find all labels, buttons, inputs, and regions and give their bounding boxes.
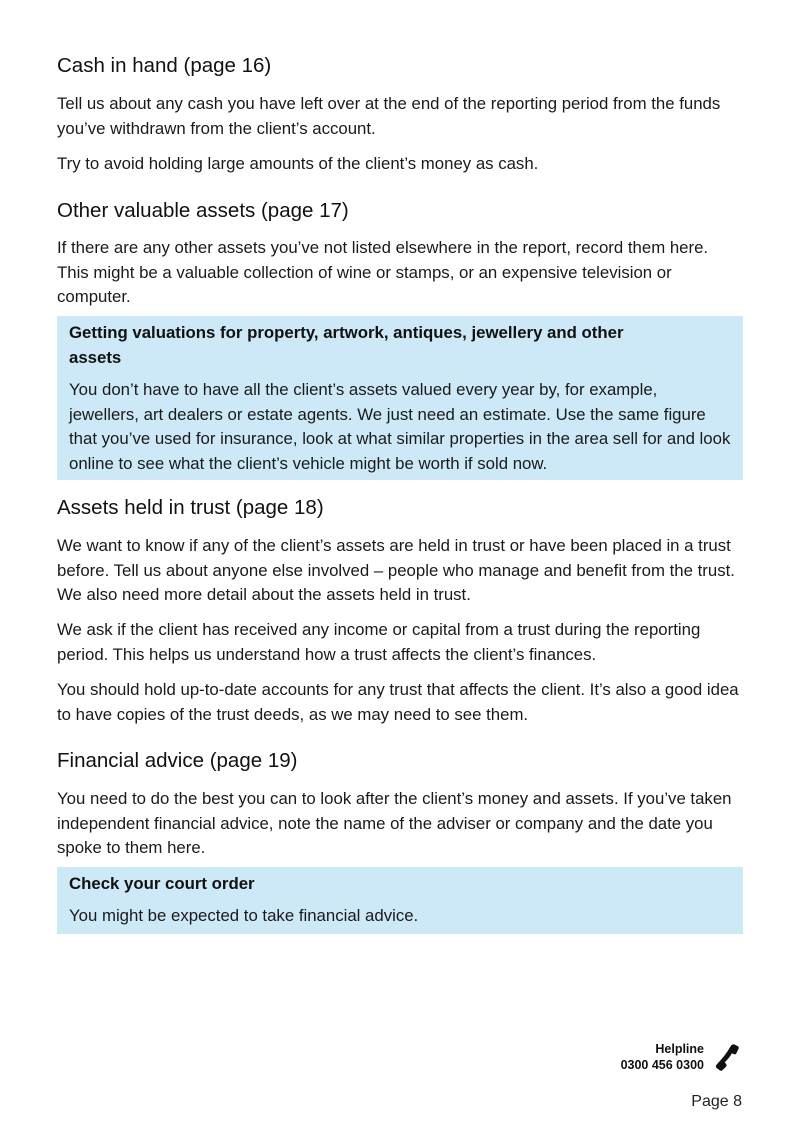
court-box-body: You might be expected to take financial advice. <box>69 906 419 925</box>
heading-other-assets: Other valuable assets (page 17) <box>57 199 349 222</box>
heading-assets-in-trust: Assets held in trust (page 18) <box>57 496 324 519</box>
paragraph-cash-1: Tell us about any cash you have left over at the end of the reporting period from the funds you’ve withdrawn from the client’s account. <box>57 94 721 138</box>
heading-financial-advice: Financial advice (page 19) <box>57 749 298 772</box>
paragraph-trust-3: You should hold up-to-date accounts for any trust that affects the client. It’s also a good idea to have copies of the trust deeds, as we may need to see them. <box>57 680 739 724</box>
helpline-number[interactable]: 0300 456 0300 <box>620 1058 704 1072</box>
helpline <box>621 1041 704 1073</box>
court-box-title: Check your court order <box>69 874 255 893</box>
phone-icon <box>714 1043 744 1073</box>
helpline-label: Helpline <box>655 1042 704 1056</box>
valuations-box-title: Getting valuations for property, artwork, antiques, jewellery and other assets <box>69 323 624 367</box>
heading-cash-in-hand: Cash in hand (page 16) <box>57 54 272 77</box>
paragraph-trust-1: We want to know if any of the client’s assets are held in trust or have been placed in a trust before. Tell us about anyone else involved – people who manage and benefit from the trust. We also need more detail about the assets held in trust. <box>57 536 735 604</box>
court-order-info-box <box>57 867 743 934</box>
page-number: Page 8 <box>691 1093 742 1110</box>
paragraph-cash-2: Try to avoid holding large amounts of the client’s money as cash. <box>57 154 539 173</box>
valuations-info-box <box>57 316 743 480</box>
paragraph-advice: You need to do the best you can to look after the client’s money and assets. If you’ve taken independent financial advice, note the name of the adviser or company and the date you spoke to them here. <box>57 789 732 857</box>
paragraph-other-assets: If there are any other assets you’ve not listed elsewhere in the report, record them here. This might be a valuable collection of wine or stamps, or an expensive television or computer. <box>57 238 709 306</box>
paragraph-trust-2: We ask if the client has received any income or capital from a trust during the reporting period. This helps us understand how a trust affects the client’s finances. <box>57 620 701 664</box>
valuations-box-body: You don’t have to have all the client’s assets valued every year by, for example, jewellers, art dealers or estate agents. We just need an estimate. Use the same figure that you’ve used for insurance, look at what similar properties in the area sell for and look online to see what the client’s vehicle might be worth if sold now. <box>69 380 731 473</box>
